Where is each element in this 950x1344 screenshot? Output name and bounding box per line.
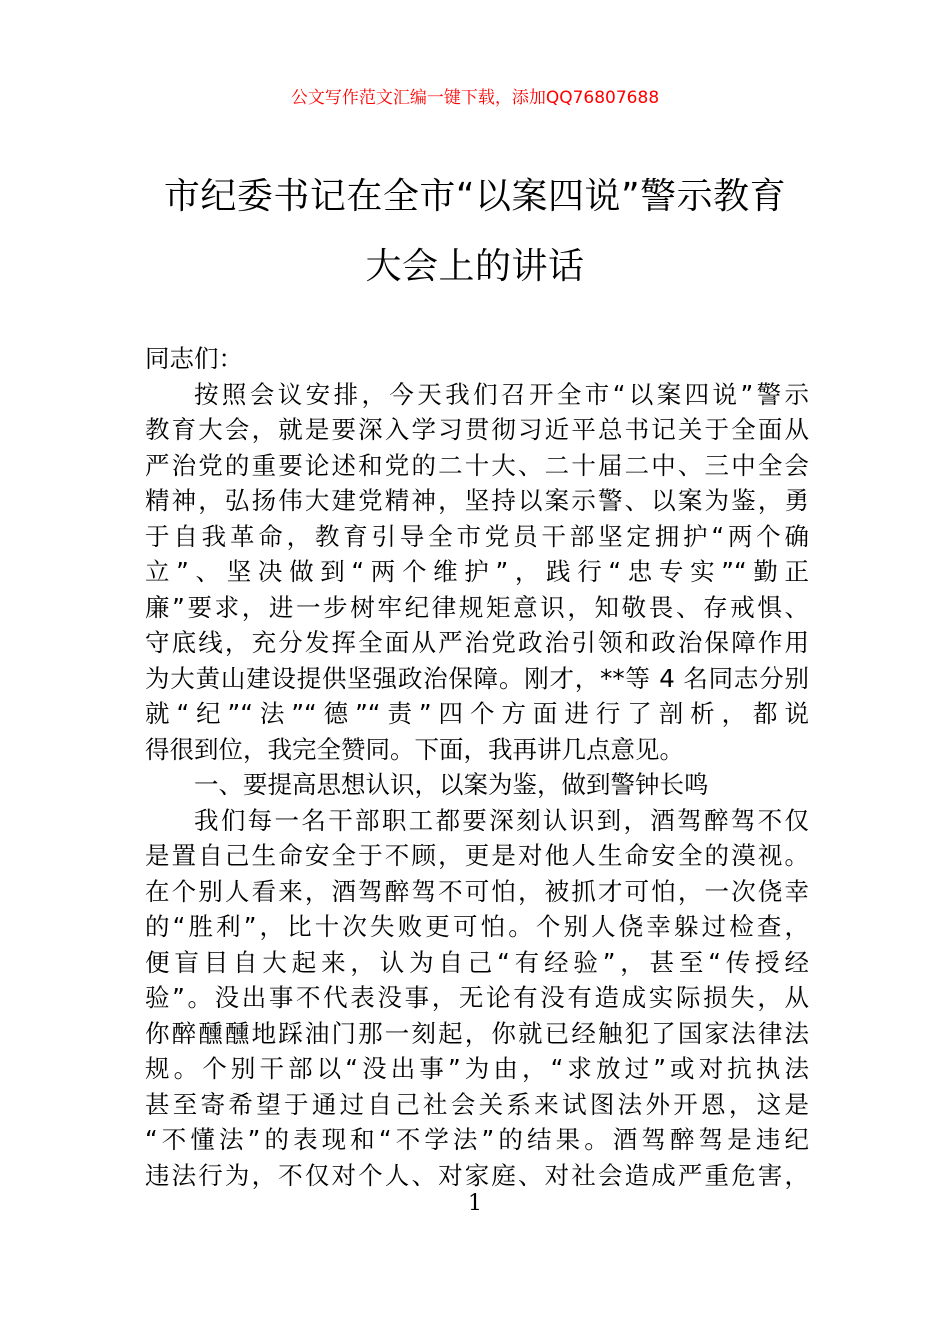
paragraph-line: 得很到位，我完全赞同。下面，我再讲几点意见。 (145, 734, 684, 764)
title-line-2: 大会上的讲话 (365, 246, 585, 287)
paragraph-line: 在个别人看来，酒驾醉驾不可怕，被抓才可怕，一次侥幸 (145, 876, 809, 906)
paragraph-line: 我们每一名干部职工都要深刻认识到，酒驾醉驾不仅 (194, 805, 809, 835)
paragraph-line: 廉”要求，进一步树牢纪律规矩意识，知敬畏、存戒惧、 (145, 592, 809, 622)
paragraph-line: 于自我革命，教育引导全市党员干部坚定拥护“两个确 (145, 521, 809, 551)
paragraph-line: 你醉醺醺地踩油门那一刻起，你就已经触犯了国家法律法 (145, 1018, 809, 1048)
paragraph-line: 便盲目自大起来，认为自己“有经验”，甚至“传授经 (145, 947, 809, 977)
document-title (60, 162, 890, 302)
paragraph-line: 就“纪”“法”“德”“责”四个方面进行了剖析，都说 (145, 699, 809, 728)
paragraph-line: 严治党的重要论述和党的二十大、二十届二中、三中全会 (145, 450, 809, 480)
paragraph-line: 违法行为，不仅对个人、对家庭、对社会造成严重危害， (145, 1160, 809, 1190)
paragraph-line: “不懂法”的表现和“不学法”的结果。酒驾醉驾是违纪 (145, 1125, 809, 1154)
paragraph-line: 甚至寄希望于通过自己社会关系来试图法外开恩，这是 (145, 1089, 809, 1119)
paragraph-line: 按照会议安排，今天我们召开全市“以案四说”警示 (194, 379, 809, 409)
paragraph-line: 规。个别干部以“没出事”为由，“求放过”或对抗执法 (145, 1054, 809, 1083)
paragraph-line: 是置自己生命安全于不顾，更是对他人生命安全的漠视。 (145, 841, 809, 870)
paragraph-line: 守底线，充分发挥全面从严治党政治引领和政治保障作用 (145, 628, 809, 657)
document-body (145, 341, 809, 1193)
paragraph-line: 验”。没出事不代表没事，无论有没有造成实际损失，从 (145, 983, 809, 1012)
salutation: 同志们： (145, 344, 243, 373)
header-ad-text: 公文写作范文汇编一键下载，添加QQ76807688 (290, 88, 660, 108)
paragraph-line: 教育大会，就是要深入学习贯彻习近平总书记关于全面从 (145, 415, 809, 444)
title-line-1: 市纪委书记在全市“以案四说”警示教育 (163, 176, 787, 217)
paragraph-line: 的“胜利”，比十次失败更可怕。个别人侥幸躲过检查， (145, 912, 809, 941)
paragraph-line: 为大黄山建设提供坚强政治保障。刚才，**等 4 名同志分别 (145, 663, 809, 693)
page-number: 1 (468, 1191, 482, 1216)
paragraph-line: 精神，弘扬伟大建党精神，坚持以案示警、以案为鉴，勇 (145, 486, 809, 515)
paragraph-line: 立”、坚决做到“两个维护”，践行“忠专实”“勤正 (145, 557, 809, 586)
section-heading: 一、要提高思想认识，以案为鉴，做到警钟长鸣 (194, 770, 709, 799)
